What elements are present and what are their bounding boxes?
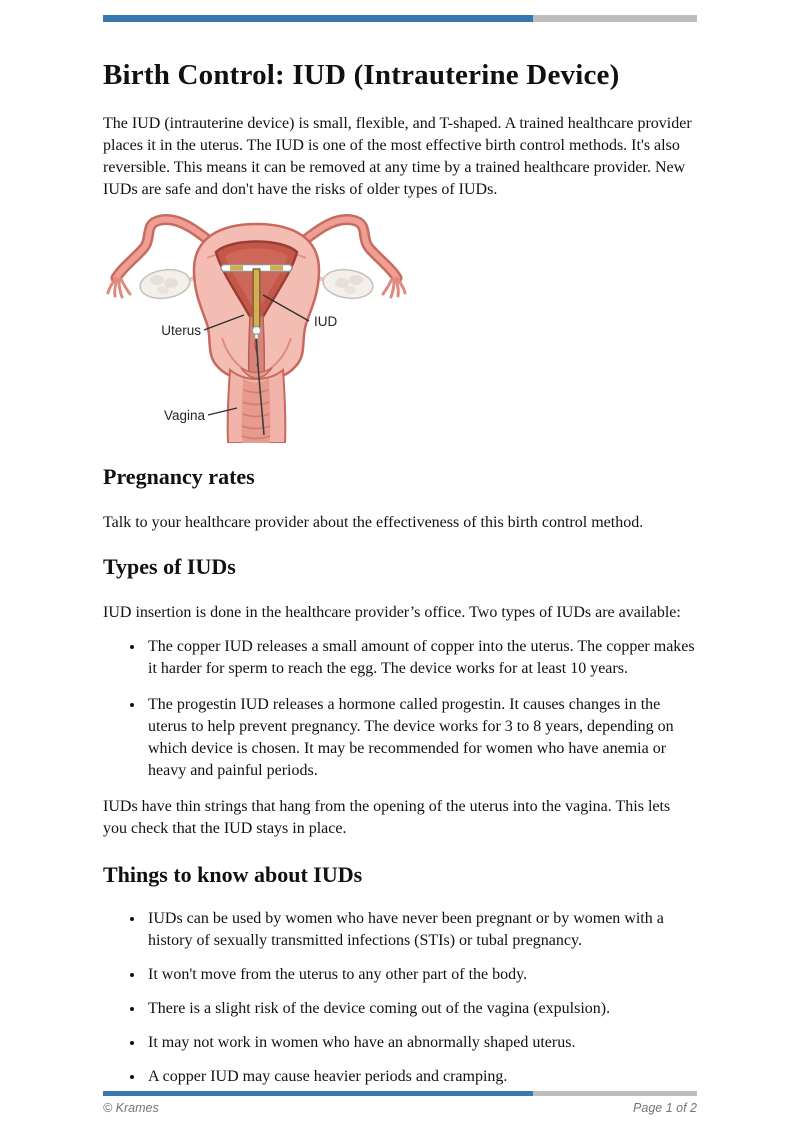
list-item: • There is a slight risk of the device coming out of the vagina (expulsion).: [145, 998, 697, 1020]
page-number: Page 1 of 2: [633, 1101, 697, 1115]
pregnancy-rates-heading: Pregnancy rates: [103, 464, 255, 489]
copyright-text: © Krames: [103, 1101, 159, 1115]
uterus-iud-illustration: [103, 208, 410, 443]
list-item: • IUDs can be used by women who have never been pregnant or by women with a history of sexually transmitted infections (STIs) or tubal pregnancy.: [145, 908, 697, 952]
list-item: • It may not work in women who have an abnormally shaped uterus.: [145, 1032, 697, 1054]
list-item: • The copper IUD releases a small amount of copper into the uterus. The copper makes it harder for sperm to reach the egg. The device works for at least 10 years.: [145, 636, 697, 680]
things-bullet-list: [103, 908, 697, 1088]
top-accent-bar: [103, 15, 697, 22]
types-of-iuds-heading: Types of IUDs: [103, 554, 236, 579]
footer-accent-bar: [103, 1091, 697, 1096]
vagina-canal: [242, 378, 271, 443]
footer-accent-bar-gray: [533, 1091, 697, 1096]
intro-paragraph: The IUD (intrauterine device) is small, flexible, and T-shaped. A trained healthcare provider places it in the uterus. The IUD is one of the most effective birth control methods. It's also reversible. This means it can be removed at any time by a trained healthcare provider. New IUDs are safe and don't have the risks of older types of IUDs.: [103, 115, 692, 198]
pregnancy-rates-paragraph: Talk to your healthcare provider about the effectiveness of this birth control method.: [103, 514, 644, 531]
strings-paragraph: IUDs have thin strings that hang from the opening of the uterus into the vagina. This lets you check that the IUD stays in place.: [103, 798, 671, 837]
list-item: • A copper IUD may cause heavier periods and cramping.: [145, 1066, 697, 1088]
uterus-label: Uterus: [161, 323, 201, 338]
things-to-know-heading: Things to know about IUDs: [103, 862, 363, 887]
types-bullet-list: [103, 636, 697, 782]
vagina-label: Vagina: [163, 408, 205, 423]
iud-label: IUD: [314, 314, 338, 329]
list-item: • It won't move from the uterus to any other part of the body.: [145, 964, 697, 986]
footer-accent-bar-blue: [103, 1091, 533, 1096]
right-ovary: [321, 267, 374, 302]
left-ovary: [138, 267, 191, 302]
top-accent-bar-gray: [533, 15, 697, 22]
list-item: • The progestin IUD releases a hormone called progestin. It causes changes in the uterus to help prevent pregnancy. The device works for 3 to 8 years, depending on which device is chosen. It may be recommended for women who have anemia or heavy and painful periods.: [145, 694, 697, 782]
types-intro-paragraph: IUD insertion is done in the healthcare provider’s office. Two types of IUDs are available:: [103, 604, 681, 621]
top-accent-bar-blue: [103, 15, 533, 22]
page-footer: [103, 1091, 697, 1115]
page-title: Birth Control: IUD (Intrauterine Device): [103, 59, 620, 91]
uterus-iud-diagram: [103, 208, 410, 443]
